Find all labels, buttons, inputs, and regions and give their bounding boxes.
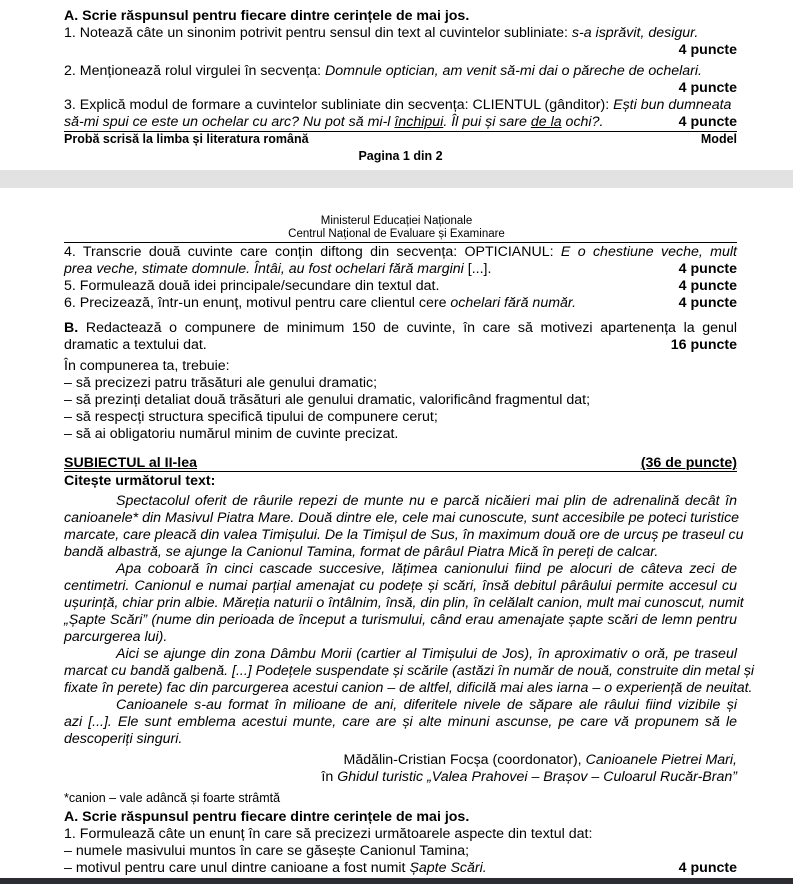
page-separator bbox=[0, 170, 793, 188]
passage-line: „Șapte Scări” (nume din perioada de început a turismului, când erau amenajate șapte scări de lemn pentru bbox=[64, 612, 737, 628]
question-1: 1. Notează câte un sinonim potrivit pentru sensul din text al cuvintelor subliniate: s-a isprăvit, desigur. bbox=[64, 25, 699, 41]
bottom-bar bbox=[0, 878, 793, 884]
section-b-line-2: dramatic a textului dat. 16 puncte bbox=[64, 337, 737, 353]
passage-line: bandă albastră, se ajunge la Canionul Tamina, format de pârâul Piatra Mică în pereți de calcar. bbox=[64, 544, 659, 560]
composition-intro: În compunerea ta, trebuie: bbox=[64, 358, 230, 374]
passage-line: marcat cu bandă galbenă. [...] Podețele suspendate și scările (astăzi în număr de nouă, construite din metal și bbox=[64, 663, 755, 679]
passage-line: canioanele* din Masivul Piatra Mare. Două dintre ele, cele mai cunoscute, sunt accesibile pe poteci turistice bbox=[64, 510, 740, 526]
subject2-question-1-item-2: – motivul pentru care unul dintre canioane a fost numit Șapte Scări. 4 puncte bbox=[64, 860, 737, 876]
passage-line: descoperiți singuri. bbox=[64, 731, 183, 747]
passage-line: Canioanele s-au format în milioane de ani, diferitele nivele de săpare ale râului fiind vizibile și bbox=[116, 697, 737, 713]
section-a-title: A. Scrie răspunsul pentru fiecare dintre cerințele de mai jos. bbox=[64, 8, 470, 24]
section-b-line-1: B. Redactează o compunere de minimum 150 de cuvinte, în care să motivezi apartenența la genul bbox=[64, 320, 737, 336]
read-text-instruction: Citește următorul text: bbox=[64, 473, 216, 489]
passage-line: azi [...]. Ele sunt emblema acestui munte, care are și alte minuni ascunse, pe care vă propunem să le bbox=[64, 714, 737, 730]
subject2-question-1-item-1: – numele masivului muntos în care se găsește Canionul Tamina; bbox=[64, 843, 470, 859]
passage-line: centimetri. Canionul e numai parțial amenajat cu podețe și scări, însă debitul pârâului permite accesul cu bbox=[64, 578, 737, 594]
passage-line: ușurință, chiar prin albie. Măreția naturii o întâlnim, însă, din plin, în celălalt canion, mult mai cunoscut, numit bbox=[64, 595, 744, 611]
question-5: 5. Formulează două idei principale/secundare din textul dat. 4 puncte bbox=[64, 278, 737, 294]
passage-line: marcate, care pleacă din valea Timișului. De la Timișul de Sus, în maximum două ore de urcuș pe traseul cu bbox=[64, 527, 744, 543]
subject-heading: SUBIECTUL al II-lea (36 de puncte) bbox=[64, 455, 737, 471]
page-number: Pagina 1 din 2 bbox=[358, 149, 443, 163]
header-center: Centrul Național de Evaluare și Examinare bbox=[288, 228, 505, 240]
header-rule bbox=[64, 242, 737, 243]
passage-line: Aici se ajunge din zona Dâmbu Morii (cartier al Timișului de Jos), în aproximativ o oră, pe traseul bbox=[116, 646, 737, 662]
question-3-line-1: 3. Explică modul de formare a cuvintelor subliniate din secvența: CLIENTUL (gânditor): Ești bun dumneata bbox=[64, 97, 732, 113]
question-3-line-2: să-mi spui ce este un ochelar cu arc? Nu pot să mi-l închipui. Îl pui și sare de la ochi?. 4 puncte bbox=[64, 114, 737, 130]
question-4-line-1: 4. Transcrie două cuvinte care conțin diftong din secvența: OPTICIANUL: E o chestiune veche, mult bbox=[64, 244, 737, 260]
requirement-4: – să ai obligatoriu numărul minim de cuvinte precizat. bbox=[64, 426, 399, 442]
requirement-3: – să respecți structura specifică tipului de compunere cerut; bbox=[64, 409, 438, 425]
section-a2-title: A. Scrie răspunsul pentru fiecare dintre cerințele de mai jos. bbox=[64, 809, 470, 825]
passage-line: parcurgerea lui). bbox=[64, 629, 168, 645]
passage-line: fixate în perete) fac din parcurgerea acestui canion – de altfel, dificilă mai ales iarna – o experiență de neuitat. bbox=[64, 680, 753, 696]
page-1: A. Scrie răspunsul pentru fiecare dintre cerințele de mai jos. 1. Notează câte un sinonim potrivit pentru sensul din text al cuvintelor subliniate: s-a isprăvit, desigur. 4 puncte 2. Menționează rolul virgulei în secvența: Domnule optician, am venit să-mi dai o păreche de ochelari. 4 puncte 3. Explică modul de formare a cuvintelor subliniate din secvența: CLIENTUL (gânditor): Ești bun dumneata să-mi spui ce este un ochelar cu arc? Nu pot să mi-l închipui. Îl pui și sare de la ochi?. 4 puncte Probă scrisă la limba și literatura română Model Pagina 1 din 2 bbox=[0, 0, 793, 170]
question-4-line-2: prea veche, stimate domnule. Întâi, au fost ochelari fără margini [...]. 4 puncte bbox=[64, 261, 737, 277]
page-footer bbox=[64, 131, 737, 163]
citation-line-2: în Ghidul turistic „Valea Prahovei – Brașov – Culoarul Rucăr-Bran” bbox=[321, 769, 737, 785]
page-2 bbox=[0, 188, 793, 884]
subject2-question-1: 1. Formulează câte un enunț în care să precizezi următoarele aspecte din textul dat: bbox=[64, 826, 593, 842]
footnote: *canion – vale adâncă și foarte strâmtă bbox=[64, 791, 281, 805]
header-ministry: Ministerul Educației Naționale bbox=[320, 215, 473, 227]
footer-model-label: Model bbox=[700, 132, 737, 146]
passage-line: Apa coboară în cinci cascade succesive, lățimea canionului fiind pe alocuri de câteva zeci de bbox=[116, 561, 737, 577]
citation-line-1: Mădălin-Cristian Focșa (coordonator), Canioanele Pietrei Mari, bbox=[343, 752, 737, 768]
requirement-1: – să precizezi patru trăsături ale genului dramatic; bbox=[64, 375, 378, 391]
passage-line: Spectacolul oferit de râurile repezi de munte nu e parcă nicăieri mai plin de adrenalină decât în bbox=[116, 493, 737, 509]
requirement-2: – să prezinți detaliat două trăsături ale genului dramatic, valorificând fragmentul dat; bbox=[64, 392, 591, 408]
footer-exam-label: Probă scrisă la limba și literatura română bbox=[64, 132, 309, 146]
question-6: 6. Precizează, într-un enunț, motivul pentru care clientul cere ochelari fără număr. 4 puncte bbox=[64, 295, 737, 311]
question-2: 2. Menționează rolul virgulei în secvența: Domnule optician, am venit să-mi dai o păreche de ochelari. bbox=[64, 63, 702, 79]
